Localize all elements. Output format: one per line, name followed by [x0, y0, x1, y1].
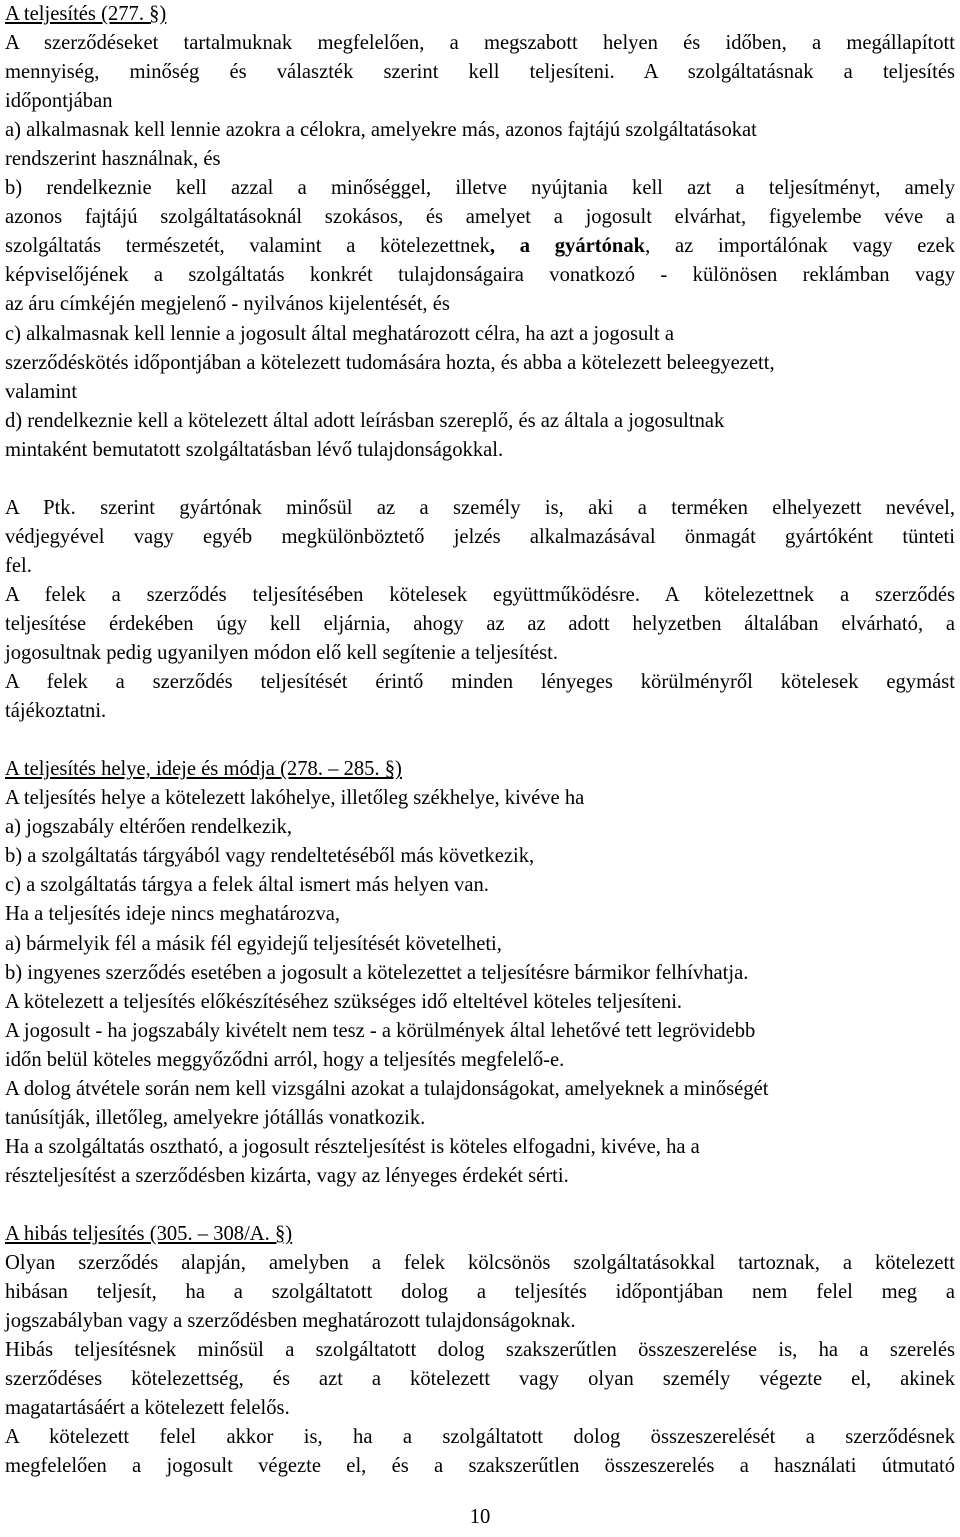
text-line: A kötelezett felel akkor is, ha a szolgáltatott dolog összeszerelését a szerződésnek: [5, 1426, 955, 1449]
text-line: jogszabályban vagy a szerződésben meghatározott tulajdonságoknak.: [5, 1310, 576, 1333]
text-line: időn belül köteles meggyőződni arról, hogy a teljesítés megfelelő-e.: [5, 1048, 565, 1071]
bold-text-span: , a gyártónak: [489, 235, 646, 258]
text-line: magatartásáért a kötelezett felelős.: [5, 1397, 290, 1420]
text-line: mintaként bemutatott szolgáltatásban lévő tulajdonságokkal.: [5, 438, 504, 461]
text-line: hibásan teljesít, ha a szolgáltatott dolog a teljesítés időpontjában nem felel meg a: [5, 1281, 955, 1304]
text-line: szerződéses kötelezettség, és azt a kötelezett vagy olyan személy végezte el, akinek: [5, 1368, 955, 1391]
section-heading-teljesites-helye: [5, 755, 955, 784]
paragraph-gap: [5, 465, 955, 494]
text-line: A jogosult - ha jogszabály kivételt nem tesz - a körülmények által lehetővé tett legrövidebb: [5, 1019, 756, 1042]
text-line: A felek a szerződés teljesítését érintő minden lényeges körülményről kötelesek egymást: [5, 671, 955, 694]
text-line: rendszerint használnak, és: [5, 148, 221, 171]
section-heading-text: A hibás teljesítés (305. – 308/A. §): [5, 1222, 293, 1245]
text-line: fel.: [5, 554, 32, 577]
document-body: [5, 0, 955, 1481]
text-line: részteljesítést a szerződésben kizárta, vagy az lényeges érdekét sérti.: [5, 1164, 569, 1187]
text-line: képviselőjének a szolgáltatás konkrét tulajdonságaira vonatkozó - különösen reklámban vagy: [5, 264, 955, 287]
text-line: a) bármelyik fél a másik fél egyidejű teljesítését követelheti,: [5, 932, 502, 955]
page-number: 10: [469, 1506, 491, 1528]
text-line: szerződéskötés időpontjában a kötelezett tudomására hozta, és abba a kötelezett beleegyezett,: [5, 351, 775, 374]
text-line: b) ingyenes szerződés esetében a jogosult a kötelezettet a teljesítésre bármikor felhívhatja.: [5, 961, 749, 984]
text-line: A teljesítés helye a kötelezett lakóhelye, illetőleg székhelye, kivéve ha: [5, 787, 585, 810]
text-line: A kötelezett a teljesítés előkészítéséhez szükséges idő elteltével köteles teljesíteni.: [5, 990, 683, 1013]
text-line: [5, 232, 955, 261]
text-line: az áru címkéjén megjelenő - nyilvános kijelentését, és: [5, 293, 450, 316]
text-span: szolgáltatás természetét, valamint a kötelezettnek: [5, 235, 490, 258]
text-line: teljesítése érdekében úgy kell eljárnia, ahogy az az adott helyzetben általában elvárható, a: [5, 612, 955, 635]
text-line: mennyiség, minőség és választék szerint kell teljesíteni. A szolgáltatásnak a teljesítés: [5, 61, 955, 84]
text-line: védjegyével vagy egyéb megkülönböztető jelzés alkalmazásával önmagát gyártóként tünteti: [5, 525, 955, 548]
paragraph-gap: [5, 1191, 955, 1220]
text-line: Hibás teljesítésnek minősül a szolgáltatott dolog szakszerűtlen összeszerelése is, ha a szerelés: [5, 1339, 955, 1362]
text-line: d) rendelkeznie kell a kötelezett által adott leírásban szereplő, és az általa a jogosultnak: [5, 409, 725, 432]
text-span: , az importálónak vagy ezek: [645, 235, 955, 258]
text-line: c) alkalmasnak kell lennie a jogosult által meghatározott célra, ha azt a jogosult a: [5, 322, 675, 345]
text-line: c) a szolgáltatás tárgya a felek által ismert más helyen van.: [5, 874, 489, 897]
text-line: a) jogszabály eltérően rendelkezik,: [5, 816, 293, 839]
text-line: tájékoztatni.: [5, 700, 107, 723]
text-line: jogosultnak pedig ugyanilyen módon elő kell segítenie a teljesítést.: [5, 642, 559, 665]
text-line: A szerződéseket tartalmuknak megfelelően, a megszabott helyen és időben, a megállapított: [5, 32, 955, 55]
paragraph-gap: [5, 726, 955, 755]
text-line: b) rendelkeznie kell azzal a minőséggel, illetve nyújtania kell azt a teljesítményt, amely: [5, 177, 955, 200]
text-line: b) a szolgáltatás tárgyából vagy rendeltetéséből más következik,: [5, 845, 535, 868]
section-heading-text: A teljesítés helye, ideje és módja (278. – 285. §): [5, 758, 402, 781]
text-line: tanúsítják, illetőleg, amelyekre jótállás vonatkozik.: [5, 1106, 426, 1129]
text-line: A Ptk. szerint gyártónak minősül az a személy is, aki a terméken elhelyezett nevével,: [5, 496, 955, 519]
text-line: a) alkalmasnak kell lennie azokra a célokra, amelyekre más, azonos fajtájú szolgáltatásokat: [5, 119, 757, 142]
section-heading-teljesites: A teljesítés (277. §): [5, 3, 167, 25]
section-heading-hibas-teljesites: [5, 1220, 955, 1249]
text-line: időpontjában: [5, 90, 113, 113]
text-line: Ha a teljesítés ideje nincs meghatározva,: [5, 903, 341, 926]
text-line: Ha a szolgáltatás osztható, a jogosult részteljesítést is köteles elfogadni, kivéve, ha a: [5, 1135, 700, 1158]
text-line: A felek a szerződés teljesítésében kötelesek együttműködésre. A kötelezettnek a szerződés: [5, 583, 955, 606]
text-line: Olyan szerződés alapján, amelyben a felek kölcsönös szolgáltatásokkal tartoznak, a kötelezett: [5, 1252, 955, 1275]
text-line: valamint: [5, 380, 78, 403]
text-line: azonos fajtájú szolgáltatásoknál szokásos, és amelyet a jogosult elvárhat, figyelembe véve a: [5, 206, 955, 229]
text-line: A dolog átvétele során nem kell vizsgálni azokat a tulajdonságokat, amelyeknek a minőségét: [5, 1077, 769, 1100]
text-line: megfelelően a jogosult végezte el, és a szakszerűtlen összeszerelés a használati útmutató: [5, 1455, 955, 1478]
